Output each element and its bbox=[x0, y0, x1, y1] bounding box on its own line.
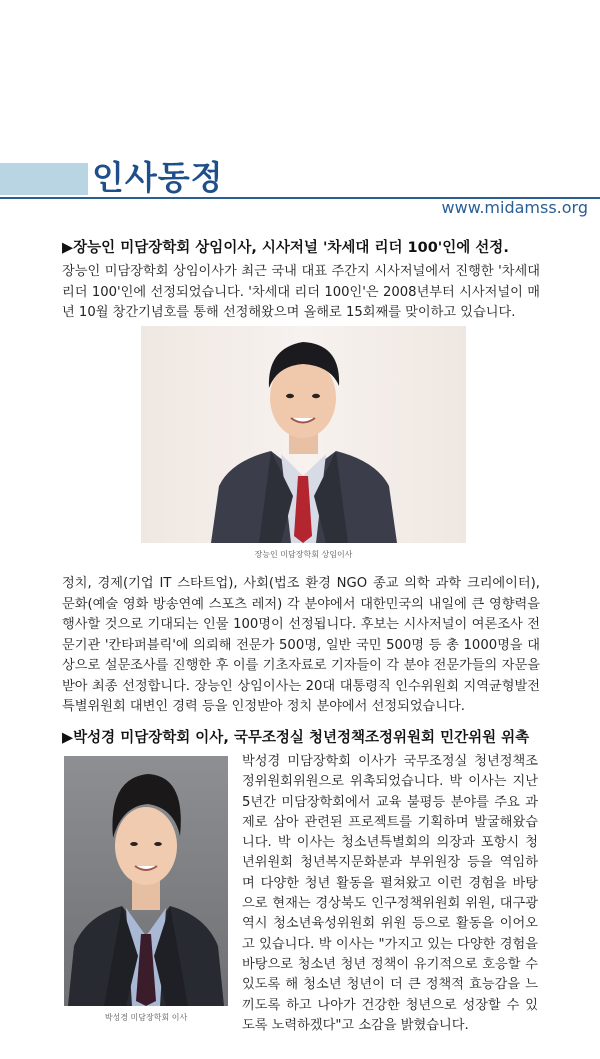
article-2-photo-caption: 박성경 미담장학회 이사 bbox=[104, 1013, 188, 1022]
site-url[interactable]: www.midamss.org bbox=[441, 198, 588, 217]
portrait-man-suit-icon bbox=[141, 326, 466, 543]
header-accent-band bbox=[0, 163, 88, 195]
article-2-photo bbox=[64, 756, 228, 1006]
article-1-intro: 장능인 미담장학회 상임이사가 최근 국내 대표 주간지 시사저널에서 진행한 '차세대 리더 100'인에 선정되었습니다. '차세대 리더 100인'은 2008년부터 시사저널이 매년 10월 창간기념호를 통해 선정해왔으며 올해로 15회째를 맞이하고 있습니다. bbox=[62, 264, 540, 320]
article-1-headline: ▶장능인 미담장학회 상임이사, 시사저널 '차세대 리더 100'인에 선정. bbox=[62, 240, 509, 256]
article-1-photo-caption: 장능인 미담장학회 상임이사 bbox=[254, 550, 353, 559]
article-2-body: 박성경 미담장학회 이사가 국무조정실 청년정책조정위원회위원으로 위촉되었습니다. 박 이사는 지난 5년간 미담장학회에서 교육 불평등 분야를 주요 과제로 삼아 관련된 프로젝트를 기획하며 발굴해왔습니다. 박 이사는 청소년특별회의 의장과 포항시 청년위원회 청년복지문화분과 부위원장 등을 역임하며 다양한 청년 활동을 펼쳐왔고 이런 경험을 바탕으로 현재는 경상북도 인구정책위원회 위원, 대구광역시 청소년육성위원회 위원 등으로 활동을 이어오고 있습니다. 박 이사는 "가지고 있는 다양한 경험을 바탕으로 청소년 청년 정책이 유기적으로 호응할 수 있도록 해 청소년 청년이 더 큰 정책적 효능감을 느끼도록 하고 나아가 건강한 청년으로 성장할 수 있도록 노력하겠다"고 소감을 밝혔습니다. bbox=[242, 754, 538, 1033]
article-2-headline: ▶박성경 미담장학회 이사, 국무조정실 청년정책조정위원회 민간위원 위촉 bbox=[62, 730, 530, 746]
portrait-young-man-suit-icon bbox=[64, 756, 228, 1006]
article-1-body: 정치, 경제(기업 IT 스타트업), 사회(법조 환경 NGO 종교 의학 과학 크리에이터), 문화(예술 영화 방송연예 스포츠 레저) 각 분야에서 대한민국의 내일에 큰 영향력을 행사할 것으로 기대되는 인물 100명이 선정됩니다. 후보는 시사저널이 여론조사 전문기관 '칸타퍼블릭'에 의뢰해 전문가 500명, 일반 국민 500명 등 총 1000명을 대상으로 설문조사를 진행한 후 이를 기초자료로 기자들이 각 분야 전문가들의 자문을 받아 최종 선정합니다. 장능인 상임이사는 20대 대통령직 인수위원회 지역균형발전특별위원회 대변인 경력 등을 인정받아 정치 분야에서 선정되었습니다. bbox=[62, 576, 540, 714]
page-title: 인사동정 bbox=[92, 158, 224, 197]
article-1-photo bbox=[141, 326, 466, 543]
